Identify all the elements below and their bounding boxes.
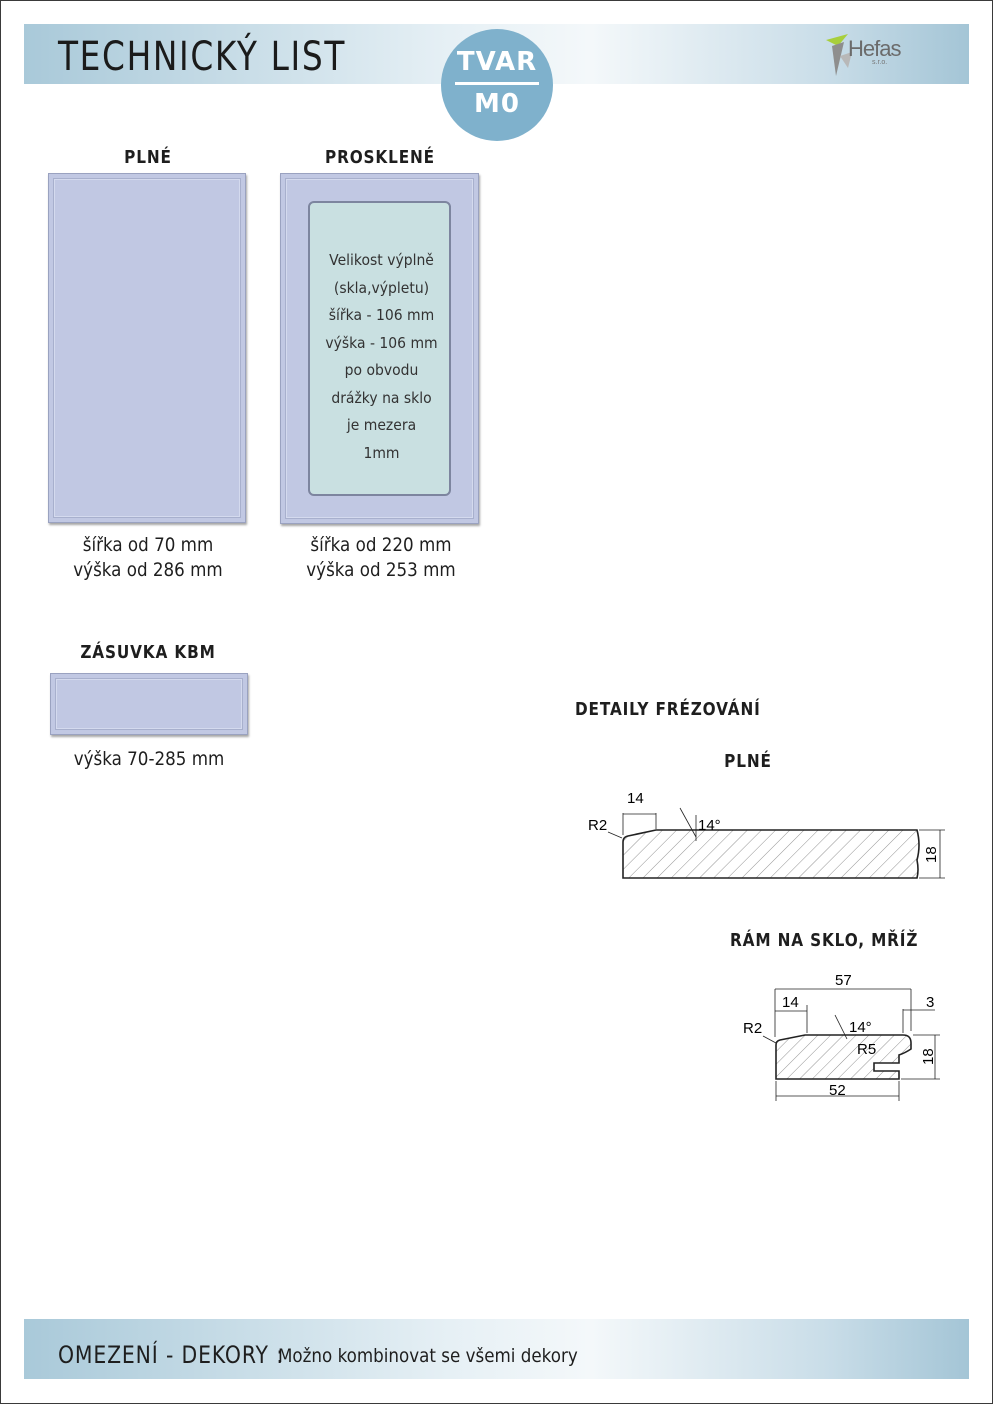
plne-width-text: šířka od 70 mm [82,534,214,556]
logo-subtext: s.r.o. [872,59,888,66]
footer-label: OMEZENÍ - DEKORY : [58,1341,284,1369]
shape-badge [441,29,553,141]
glass-line: je mezera [346,416,417,434]
glass-info-text [317,247,446,467]
panel-bevel [55,678,243,730]
prosklene-height-text: výška od 253 mm [306,559,456,581]
badge-divider [455,82,539,85]
plne-dim-width: 14 [627,790,644,807]
prosklene-label: PROSKLENÉ [325,147,435,168]
plne-dim-radius: R2 [588,817,608,834]
badge-bottom-text: M0 [474,89,520,119]
detail-ram-label: RÁM NA SKLO, MŘÍŽ [730,930,919,951]
ram-dim-thickness: 18 [920,1048,937,1065]
page-title: TECHNICKÝ LIST [58,34,347,80]
plne-label: PLNÉ [124,147,172,168]
zasuvka-label: ZÁSUVKA KBM [80,642,216,663]
ram-profile-drawing [735,965,955,1105]
plne-profile-drawing [580,785,950,885]
plne-door-panel [48,173,246,523]
glass-line: šířka - 106 mm [328,306,435,324]
glass-insert [308,201,451,496]
ram-dim-total: 57 [835,972,852,989]
glass-line: drážky na sklo [331,388,432,407]
ram-dim-rebate: 3 [926,994,935,1011]
detail-plne-label: PLNÉ [724,751,772,772]
zasuvka-height-text: výška 70-285 mm [73,748,225,770]
details-title: DETAILY FRÉZOVÁNÍ [575,699,761,720]
footer-text: Možno kombinovat se všemi dekory [278,1345,578,1367]
hefas-logo [826,32,906,78]
plne-height-text: výška od 286 mm [73,559,223,581]
ram-dim-radius-inner: R5 [857,1041,877,1058]
ram-dim-bottom: 52 [829,1082,846,1099]
ram-dim-width: 14 [782,994,799,1011]
plne-dim-angle: 14° [698,817,721,834]
prosklene-width-text: šířka od 220 mm [310,534,452,556]
glass-line: (skla,výpletu) [333,278,430,297]
zasuvka-drawer-panel [50,673,248,735]
glass-line: po obvodu [344,361,419,379]
ram-dim-radius: R2 [743,1020,763,1037]
footer-bar [24,1319,969,1379]
logo-text: Hefas [848,36,901,61]
plne-dim-thickness: 18 [923,846,940,863]
ram-dim-angle: 14° [849,1019,872,1036]
panel-bevel [53,178,241,518]
glass-line: výška - 106 mm [325,333,438,352]
badge-top-text: TVAR [456,47,538,77]
glass-line: Velikost výplně [329,251,434,269]
glass-line: 1mm [363,443,400,462]
